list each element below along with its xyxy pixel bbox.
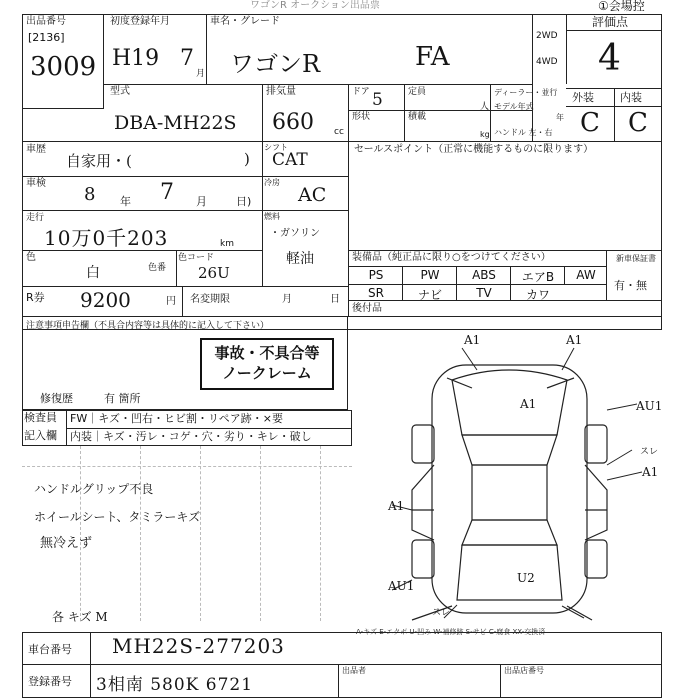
recycle-label: R券 (26, 291, 45, 304)
color-label: 色 (26, 252, 36, 263)
roof (472, 465, 547, 520)
plate-value: 3相南 580K 6721 (96, 675, 254, 695)
equip-aw: AW (576, 268, 596, 282)
inspector-label-1: 検査員 (24, 411, 57, 424)
shape-label: 形状 (352, 112, 371, 122)
equipment-label: 装備品（純正品に限り○をつけてください） (352, 252, 551, 263)
interior-grade: C (628, 108, 648, 138)
mark-front-left: A1 (464, 333, 481, 347)
right-side (585, 465, 607, 540)
left-side (412, 465, 434, 540)
equip-leather: カワ (525, 288, 550, 302)
exhibitor-label: 出品者 (342, 666, 366, 675)
ac-label: 冷房 (264, 178, 280, 187)
mileage-unit: km (220, 239, 234, 249)
mark-right-fender: AU1 (636, 399, 662, 413)
model-name: ワゴンR (230, 50, 321, 78)
doors-label: ドア (352, 87, 370, 97)
wheel-front-right (585, 425, 607, 463)
color-code-label: 色コード (178, 253, 215, 263)
type-label: 型式 (110, 86, 130, 97)
interior-label: 内装 (620, 91, 642, 104)
mark-rear-right (461, 621, 488, 622)
color-no-label: 色番 (148, 263, 167, 273)
mark-right-door: A1 (642, 465, 659, 479)
wheel-rear-left (412, 540, 434, 578)
equip-abs: ABS (472, 268, 496, 282)
equip-tv: TV (476, 286, 492, 300)
warranty-value: 有・無 (614, 279, 647, 292)
mark-front-right: A1 (566, 333, 583, 347)
shift-value: CAT (272, 150, 308, 170)
year-unit: 年 (120, 195, 131, 208)
recycle-value: 9200 (80, 288, 131, 312)
recycle-yen: 円 (166, 296, 176, 307)
handwritten-note-2: ホイールシート、タミラーキズ (34, 510, 201, 524)
handwritten-note-3: 無冷えず (40, 536, 93, 551)
rear-window (462, 520, 557, 545)
equip-pw: PW (420, 268, 440, 282)
car-body-outline (432, 365, 587, 613)
first-reg-label: 初度登録年月 (110, 16, 170, 27)
fuel-options: ・ガソリン (270, 228, 320, 239)
usage-close: ) (244, 150, 250, 168)
rear-hatch (457, 545, 562, 600)
wheel-front-left (412, 425, 434, 463)
mark-rear-scratch: スレ (432, 608, 451, 618)
repair-label: 修復歴 (40, 392, 73, 405)
month-unit-2: 月 (196, 195, 207, 208)
overall-score: 4 (598, 38, 621, 79)
fuel-value: 軽油 (286, 251, 314, 267)
damage-legend: A-キズ E-エクボ U-凹み W-補修跡 S-サビ C-腐食 XX-交換済 (356, 628, 546, 636)
no-claim-stamp (200, 338, 334, 390)
hood (452, 370, 567, 435)
color-code-value: 26U (198, 264, 230, 282)
month-unit: 月 (196, 69, 206, 79)
equip-navi: ナビ (417, 288, 442, 302)
capacity-unit: 人 (480, 102, 490, 112)
first-reg-month: 7 (180, 46, 194, 71)
header-title: ワゴンR オークション出品票 (250, 0, 380, 11)
car-diagram (352, 330, 662, 622)
shaken-month: 7 (160, 180, 174, 205)
drive-2wd: 2WD (536, 31, 558, 41)
chassis-value: MH22S-277203 (112, 634, 285, 658)
inspector-row-1: FW｜キズ・凹右・ヒビ割・リペア跡・×要 (70, 412, 283, 425)
handwritten-note-1: ハンドルグリップ不良 (34, 482, 154, 496)
mark-left-door: A1 (388, 499, 405, 513)
stamp-line2: ノークレーム (222, 364, 312, 382)
exterior-grade: C (580, 108, 600, 138)
shaken-year: 8 (84, 184, 96, 205)
windshield (462, 435, 557, 465)
chassis-label: 車台番号 (28, 643, 72, 656)
drive-4wd: 4WD (536, 57, 558, 67)
displacement-label: 排気量 (266, 86, 296, 97)
mark-rear-left: AU1 (388, 579, 415, 593)
mark-rear: U2 (517, 571, 535, 585)
lot-number: 3009 (30, 52, 97, 82)
load-unit: kg (480, 130, 490, 139)
day-unit: 日) (236, 195, 252, 208)
plate-label: 登録番号 (28, 675, 72, 688)
grade-header: 評価点 (592, 15, 629, 29)
exterior-label: 外装 (572, 91, 594, 104)
fuel-label: 燃料 (264, 212, 280, 221)
inspector-row-2: 内装｜キズ・汚レ・コゲ・穴・劣り・キレ・破し (70, 430, 312, 443)
equip-ps: PS (368, 268, 384, 282)
doors-value: 5 (372, 90, 383, 110)
ac-value: AC (298, 184, 327, 206)
type-value: DBA-MH22S (114, 112, 237, 134)
displacement-unit: cc (334, 127, 344, 137)
displacement-value: 660 (272, 110, 314, 135)
notes-label: 注意事項申告欄（不具合内容等は具体的に記入して下さい） (26, 321, 270, 331)
handle-label: ハンドル 左・右 (494, 128, 553, 137)
name-change-day: 日 (330, 294, 340, 305)
name-change-month: 月 (282, 294, 292, 305)
mark-hood: A1 (520, 397, 537, 411)
lot-sub: [2136] (28, 31, 65, 44)
model-year-label: モデル年式 (494, 102, 534, 111)
member-no-label: 出品店番号 (504, 666, 544, 675)
shaken-label: 車検 (26, 178, 46, 189)
equip-airbag: エアB (521, 270, 555, 284)
stamp-line1: 事故・不具合等 (214, 344, 320, 362)
equip-sr: SR (368, 286, 384, 300)
dealer-label: ディーラー・並行 (494, 88, 558, 97)
capacity-label: 定員 (408, 87, 427, 97)
lot-label: 出品番号 (26, 16, 66, 27)
model-year-unit: 年 (556, 113, 564, 122)
model-label: 車名・グレード (210, 16, 280, 27)
handwritten-note-4: 各 キズ M (52, 610, 108, 624)
repair-value: 有 箇所 (104, 392, 141, 405)
mileage-value: 10万0千203 (44, 226, 169, 250)
mileage-label: 走行 (26, 213, 45, 223)
usage-value: 自家用・( (66, 152, 132, 170)
sales-point-label: セールスポイント（正常に機能するものに限ります） (354, 144, 594, 155)
color-value: 白 (86, 265, 100, 281)
warranty-label: 新車保証書 (616, 254, 656, 263)
aftermarket-label: 後付品 (352, 303, 382, 314)
shift-label: シフト (264, 143, 288, 152)
inspector-label-2: 記入欄 (24, 429, 57, 442)
grade-value: FA (415, 42, 450, 72)
usage-label: 車歴 (26, 144, 46, 155)
wheel-rear-right (585, 540, 607, 578)
name-change-label: 名変期限 (190, 294, 230, 305)
load-label: 積載 (408, 112, 427, 122)
mark-right-scratch: スレ (640, 447, 659, 457)
first-reg-value: H19 (112, 46, 160, 71)
venue-copy-badge: ①会場控 (598, 0, 645, 13)
